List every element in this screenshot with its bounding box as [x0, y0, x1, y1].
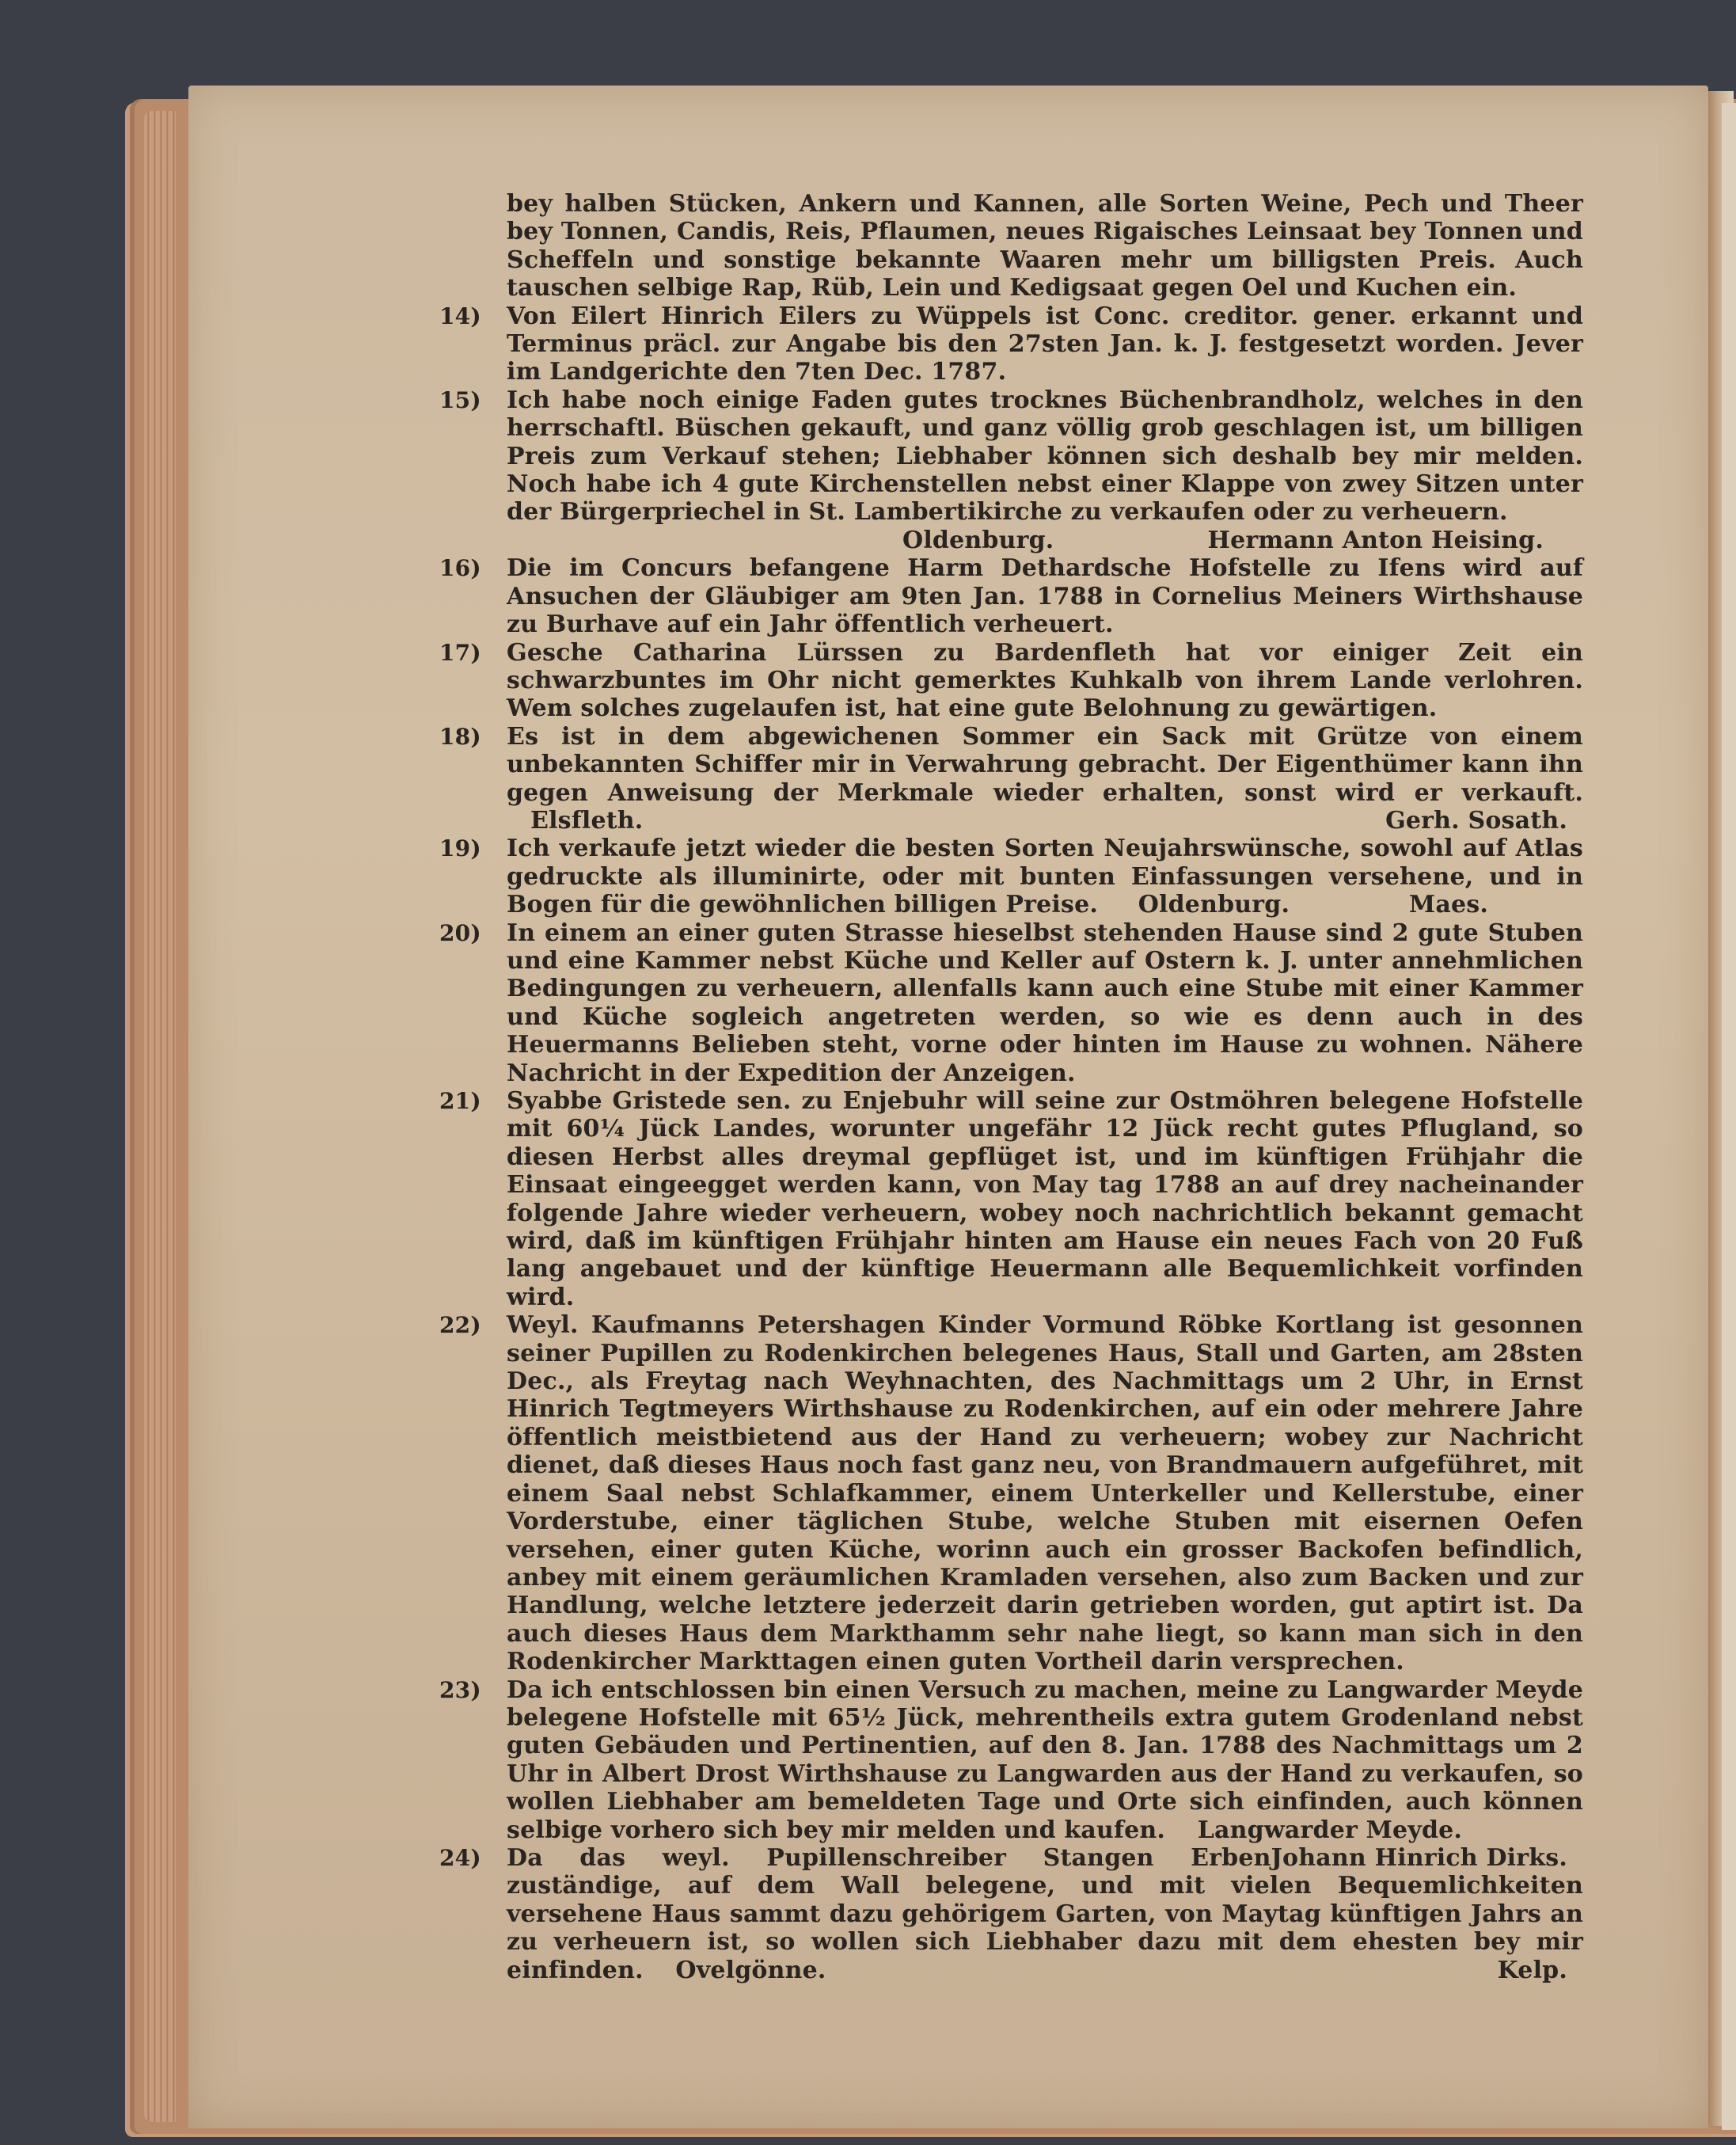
entry-number: 23): [439, 1676, 481, 1703]
entry-16: [439, 554, 1583, 639]
entry-number: 18): [439, 723, 481, 750]
facing-page-edge: [1722, 103, 1736, 2130]
entry-text: In einem an einer guten Strasse hieselbst stehenden Hause sind 2 gute Stuben und eine Kammer nebst Küche und Keller auf Ostern k. J. unter annehmlichen Bedingungen zu verheuern, allenfalls kann auch eine Stube mit einer Kammer und Küche sogleich angetreten werden, so wie es denn auch in des Heuermanns Belieben steht, vorne oder hinten im Hause zu wohnen. Nähere Nachricht in der Expedition der Anzeigen.: [507, 918, 1583, 1087]
signature-place: Oldenburg.: [1138, 891, 1290, 919]
signature-place: Langwarder Meyde.: [1197, 1816, 1463, 1844]
signature-name: Hermann Anton Heising.: [1207, 526, 1544, 554]
entry-20: [439, 918, 1583, 1087]
entry-text: Von Eilert Hinrich Eilers zu Wüppels ist Conc. creditor. gener. erkannt und Terminus präcl. zur Angabe bis den 27sten Jan. k. J. festgesetzt worden. Jever im Landgerichte den 7ten Dec. 1787.: [507, 302, 1583, 386]
entry-text: Weyl. Kaufmanns Petershagen Kinder Vormund Röbke Kortlang ist gesonnen seiner Pupillen zu Rodenkirchen belegenes Haus, Stall und Garten, am 28sten Dec., als Freytag nach Weyhnachten, des Nachmittags um 2 Uhr, in Ernst Hinrich Tegtmeyers Wirthshause zu Rodenkirchen, auf ein oder mehrere Jahre öffentlich meistbietend aus der Hand zu verheuern; wobey zur Nachricht dienet, daß dieses Haus noch fast ganz neu, von Brandmauern aufgeführet, mit einem Saal nebst Schlafkammer, einem Unterkeller und Kellerstube, einer Vorderstube, einer täglichen Stube, welche Stuben mit eisernen Oefen versehen, einer guten Küche, worinn auch ein grosser Backofen befindlich, anbey mit einem geräumlichen Kramladen versehen, also zum Backen und zur Handlung, welche letztere jederzeit darin getrieben worden, gut aptirt ist. Da auch dieses Haus dem Markthamm sehr nahe liegt, so kann man sich in den Rodenkircher Markttagen einen guten Vortheil darin versprechen.: [507, 1311, 1583, 1676]
signature-name: Gerh. Sosath.: [1385, 806, 1567, 835]
entry-24: [439, 1843, 1583, 1984]
entry-18: [439, 722, 1583, 835]
signature-name: Maes.: [1408, 891, 1488, 919]
signature-place: Elsfleth.: [530, 806, 644, 835]
signature-name: Kelp.: [1497, 1956, 1567, 1984]
entry-text: Da das weyl. Pupillenschreiber Stangen Erben zuständige, auf dem Wall belegene, und mit vielen Bequemlichkeiten versehene Haus sammt dazu gehörigem Garten, von Maytag künftigen Jahrs an zu verheuern ist, so wollen sich Liebhaber dazu mit dem ehesten bey mir einfinden.: [507, 1843, 1583, 1984]
entry-21: [439, 1087, 1583, 1311]
entry-text: Es ist in dem abgewichenen Sommer ein Sack mit Grütze von einem unbekannten Schiffer mir in Verwahrung gebracht. Der Eigenthümer kann ihn gegen Anweisung der Merkmale wieder erhalten, sonst wird er verkauft.: [507, 722, 1583, 807]
entry-number: 15): [439, 386, 481, 413]
entry-number: 17): [439, 639, 481, 666]
entry-22: [439, 1311, 1583, 1676]
signature-place: Ovelgönne.: [675, 1956, 826, 1984]
entry-text: Ich habe noch einige Faden gutes trocknes Büchenbrandholz, welches in den herrschaftl. Büschen gekauft, und ganz völlig grob geschlagen ist, um billigen Preis zum Verkauf stehen; Liebhaber können sich deshalb bey mir melden. Noch habe ich 4 gute Kirchenstellen nebst einer Klappe von zwey Sitzen unter der Bürgerpriechel in St. Lambertikirche zu verkaufen oder zu verheuern.: [507, 386, 1583, 527]
page-text: [439, 190, 1583, 1984]
entry-number: 24): [439, 1844, 481, 1871]
entry-continued: [507, 190, 1583, 302]
page-edges: [144, 111, 176, 2122]
entry-number: 21): [439, 1088, 481, 1114]
entry-17: [439, 638, 1583, 723]
entry-text: bey halben Stücken, Ankern und Kannen, alle Sorten Weine, Pech und Theer bey Tonnen, Candis, Reis, Pflaumen, neues Rigaisches Leinsaat bey Tonnen und Scheffeln und sonstige bekannte Waaren mehr um billigsten Preis. Auch tauschen selbige Rap, Rüb, Lein und Kedigsaat gegen Oel und Kuchen ein.: [507, 190, 1583, 302]
entry-number: 20): [439, 919, 481, 946]
entry-signature: [507, 527, 1583, 554]
entry-number: 19): [439, 835, 481, 862]
entry-number: 16): [439, 555, 481, 582]
signature-name: Johann Hinrich Dirks.: [1271, 1843, 1567, 1872]
entry-15: [439, 386, 1583, 554]
entry-number: 14): [439, 302, 481, 329]
entry-14: [439, 302, 1583, 386]
entry-text: Da ich entschlossen bin einen Versuch zu machen, meine zu Langwarder Meyde belegene Hofstelle mit 65½ Jück, mehrentheils extra gutem Grodenland nebst guten Gebäuden und Pertinentien, auf den 8. Jan. 1788 des Nachmittags um 2 Uhr in Albert Drost Wirthshause zu Langwarden aus der Hand zu verkaufen, so wollen Liebhaber am bemeldeten Tage und Orte sich einfinden, auch können selbige vorhero sich bey mir melden und kaufen.: [507, 1675, 1583, 1844]
entry-text: Ich verkaufe jetzt wieder die besten Sorten Neujahrswünsche, sowohl auf Atlas gedruckte als illuminirte, oder mit bunten Einfassungen versehene, und in Bogen für die gewöhnlichen billigen Preise.: [507, 835, 1583, 919]
signature-place: Oldenburg.: [902, 526, 1054, 554]
entry-text: Die im Concurs befangene Harm Dethardsche Hofstelle zu Ifens wird auf Ansuchen der Gläubiger am 9ten Jan. 1788 in Cornelius Meiners Wirthshause zu Burhave auf ein Jahr öffentlich verheuert.: [507, 554, 1583, 639]
entry-19: [439, 835, 1583, 919]
entry-text: Gesche Catharina Lürssen zu Bardenfleth hat vor einiger Zeit ein schwarzbuntes im Ohr nicht gemerktes Kuhkalb von ihrem Lande verlohren. Wem solches zugelaufen ist, hat eine gute Belohnung zu gewärtigen.: [507, 638, 1583, 723]
entry-text: Syabbe Gristede sen. zu Enjebuhr will seine zur Ostmöhren belegene Hofstelle mit 60¼ Jück Landes, worunter ungefähr 12 Jück recht gutes Pflugland, so diesen Herbst alles dreymal gepflüget ist, und im künftigen Frühjahr die Einsaat eingeegget werden kann, von May tag 1788 an auf drey nacheinander folgende Jahre wieder verheuern, wobey noch nachrichtlich bekannt gemacht wird, daß im künftigen Frühjahr hinten am Hause ein neues Fach von 20 Fuß lang angebauet und der künftige Heuermann alle Bequemlichkeit vorfinden wird.: [507, 1087, 1583, 1311]
entry-number: 22): [439, 1312, 481, 1339]
